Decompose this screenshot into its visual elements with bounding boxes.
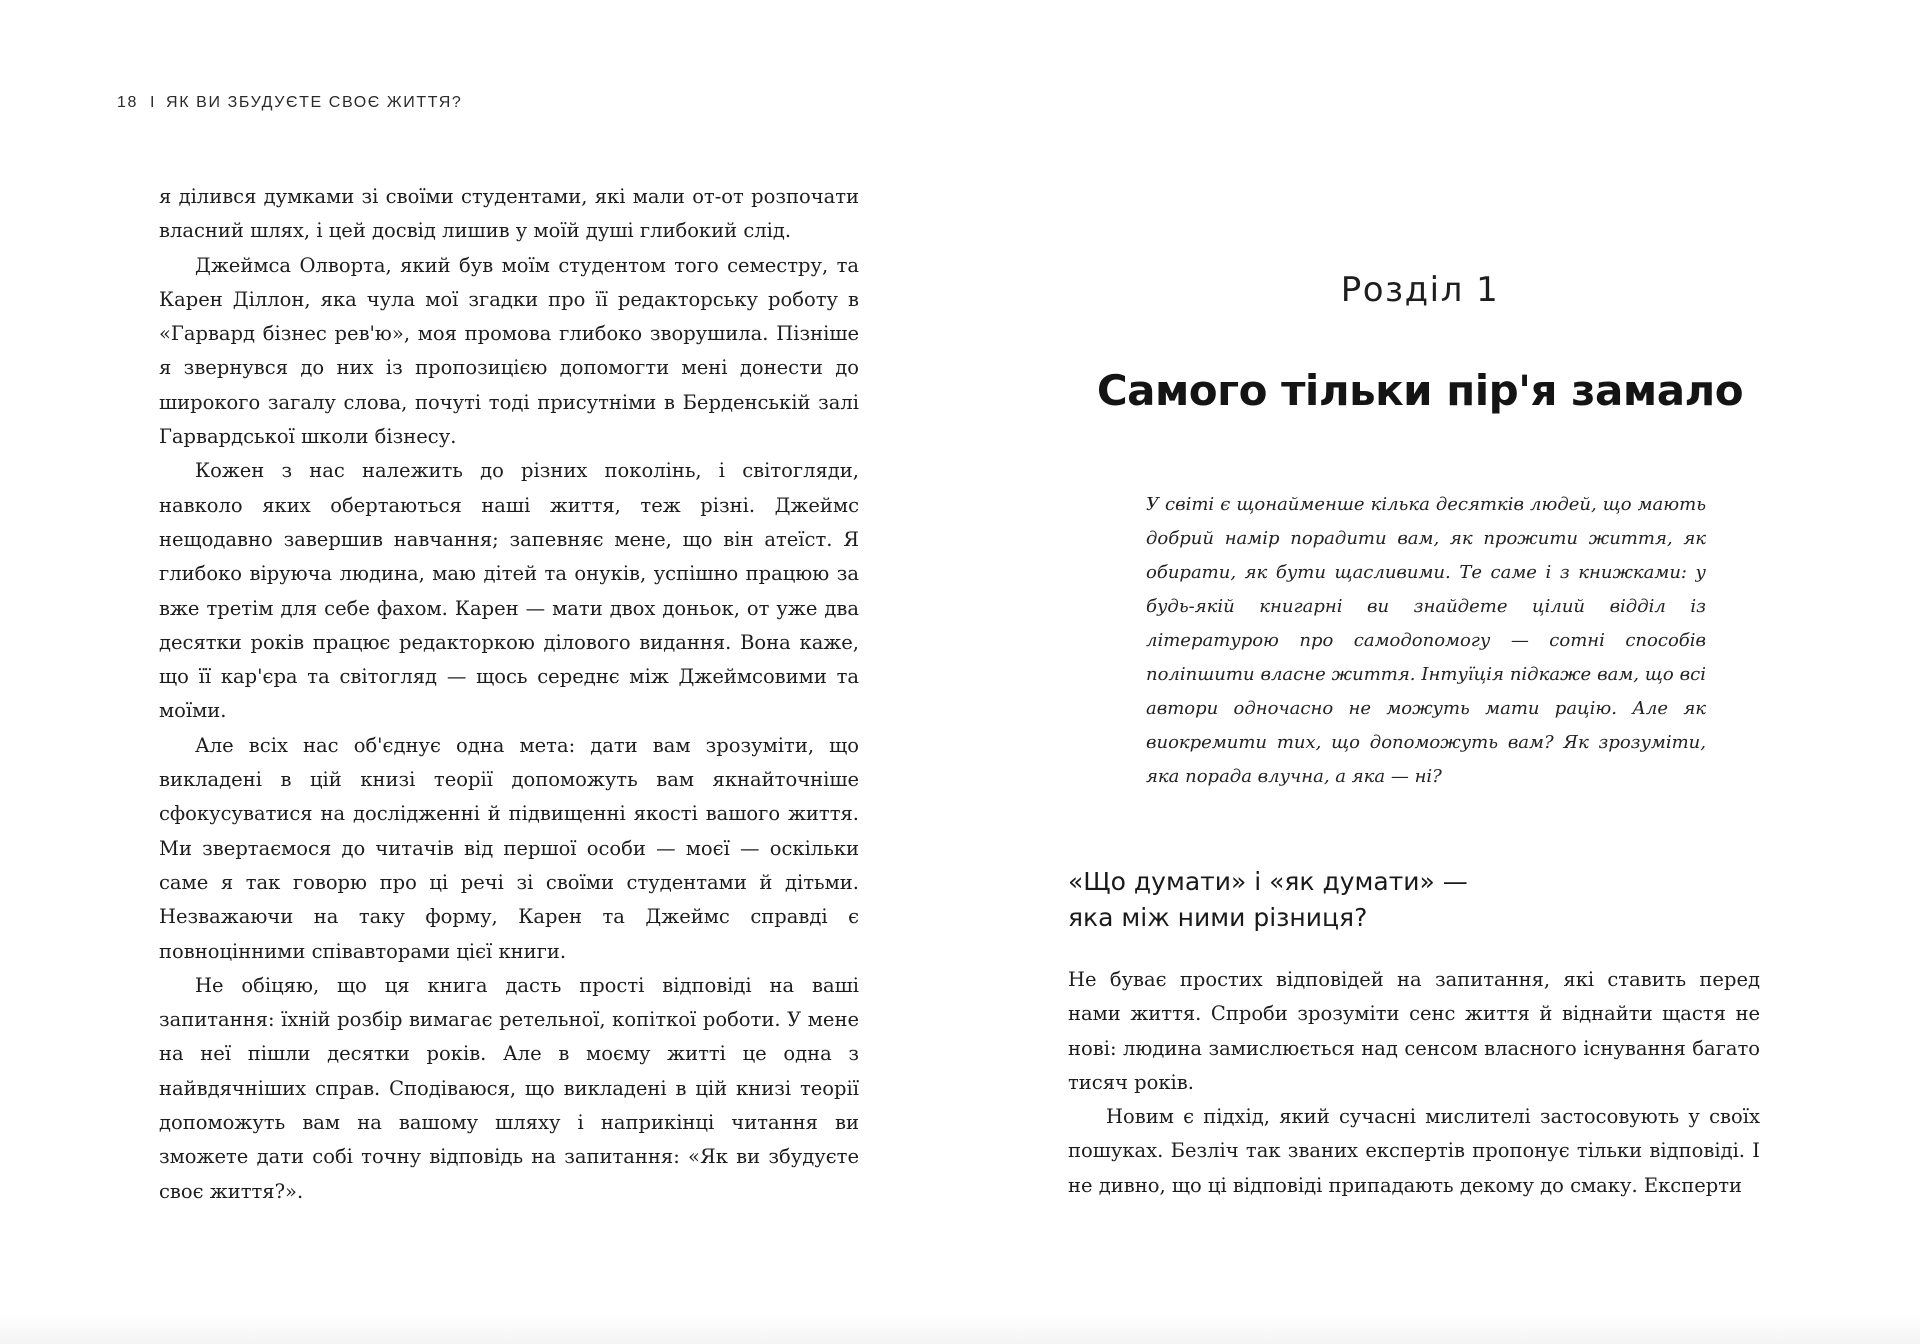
- left-paragraph: Джеймса Олворта, який був моїм студентом того семестру, та Карен Діллон, яка чула мої згадки про її редакторську роботу в «Гарвард бізнес рев'ю», моя промова глибоко зворушила. Пізніше я звернувся до них із пропозицією допомогти мені донести до широкого загалу слова, почуті тоді присутніми в Берденській залі Гарвардської школи бізнесу.: [159, 253, 859, 449]
- left-paragraph: Не обіцяю, що ця книга дасть прості відповіді на ваші запитання: їхній розбір вимагає ретельної, копіткої роботи. У мене на неї пішли десятки років. Але в моєму житті це одна з найвдячніших справ. Сподіваюся, що викладені в цій книзі теорії допоможуть вам на вашому шляху і наприкінці читання ви зможете дати собі точну відповідь на запитання: «Як ви збудуєте своє життя?».: [159, 973, 859, 1203]
- right-paragraph: Не буває простих відповідей на запитання, які ставить перед нами життя. Спроби зрозуміти сенс життя й віднайти щастя не нові: людина замислюється над сенсом власного існування багато тисяч років.: [1068, 968, 1760, 1094]
- chapter-label: Розділ 1: [1340, 270, 1500, 310]
- running-head-title: ЯК ВИ ЗБУДУЄТЕ СВОЄ ЖИТТЯ?: [166, 94, 463, 111]
- page-number: 18: [117, 94, 138, 111]
- left-page-body: [159, 180, 859, 1209]
- left-paragraph: я ділився думками зі своїми студентами, які мали от-от розпочати власний шлях, і цей досвід лишив у моїй душі глибокий слід.: [159, 185, 859, 243]
- left-paragraph: Але всіх нас об'єднує одна мета: дати вам зрозуміти, що викладені в цій книзі теорії допоможуть вам якнайточніше сфокусуватися на дослідженні й підвищенні якості вашого життя. Ми звертаємося до читачів від першої особи — моєї — оскільки саме я так говорю про ці речі зі своїми студентами й дітьми. Незважаючи на таку форму, Карен та Джеймс справді є повноцінними співавторами цієї книги.: [159, 733, 859, 963]
- page-bottom-shadow: [0, 1314, 1920, 1344]
- right-paragraph: Новим є підхід, який сучасні мислителі застосовують у своїх пошуках. Безліч так званих експертів пропонує тільки відповіді. І не дивно, що ці відповіді припадають декому до смаку. Експерти: [1068, 1105, 1760, 1197]
- section-heading: [1068, 864, 1588, 936]
- chapter-title: Самого тільки пір'я замало: [1096, 366, 1744, 415]
- chapter-epigraph: У світі є щонайменше кілька десятків людей, що мають добрий намір порадити вам, як прожити життя, як обирати, як бути щасливими. Те саме і з книжками: у будь-якій книгарні ви знайдете цілий відділ із літературою про самодопомогу — сотні способів поліпшити власне життя. Інтуїція підкаже вам, що всі автори одночасно не можуть мати рацію. Але як виокремити тих, що допоможуть вам? Як зрозуміти, яка порада влучна, а яка — ні?: [1146, 494, 1706, 787]
- left-paragraph: Кожен з нас належить до різних поколінь, і світогляди, навколо яких обертаються наші життя, теж різні. Джеймс нещодавно завершив навчання; запевняє мене, що він атеїст. Я глибоко віруюча людина, маю дітей та онуків, успішно працюю за вже третім для себе фахом. Карен — мати двох доньок, от уже два десятки років працює редакторкою ділового видання. Вона каже, що її кар'єра та світогляд — щось середнє між Джеймсовими та моїми.: [159, 459, 859, 723]
- section-heading-line: «Що думати» і «як думати» —: [1068, 867, 1468, 896]
- running-head-separator: I: [150, 94, 157, 111]
- section-heading-line: яка між ними різниця?: [1068, 903, 1368, 932]
- running-head: [117, 94, 462, 112]
- right-page-body: [1068, 963, 1760, 1203]
